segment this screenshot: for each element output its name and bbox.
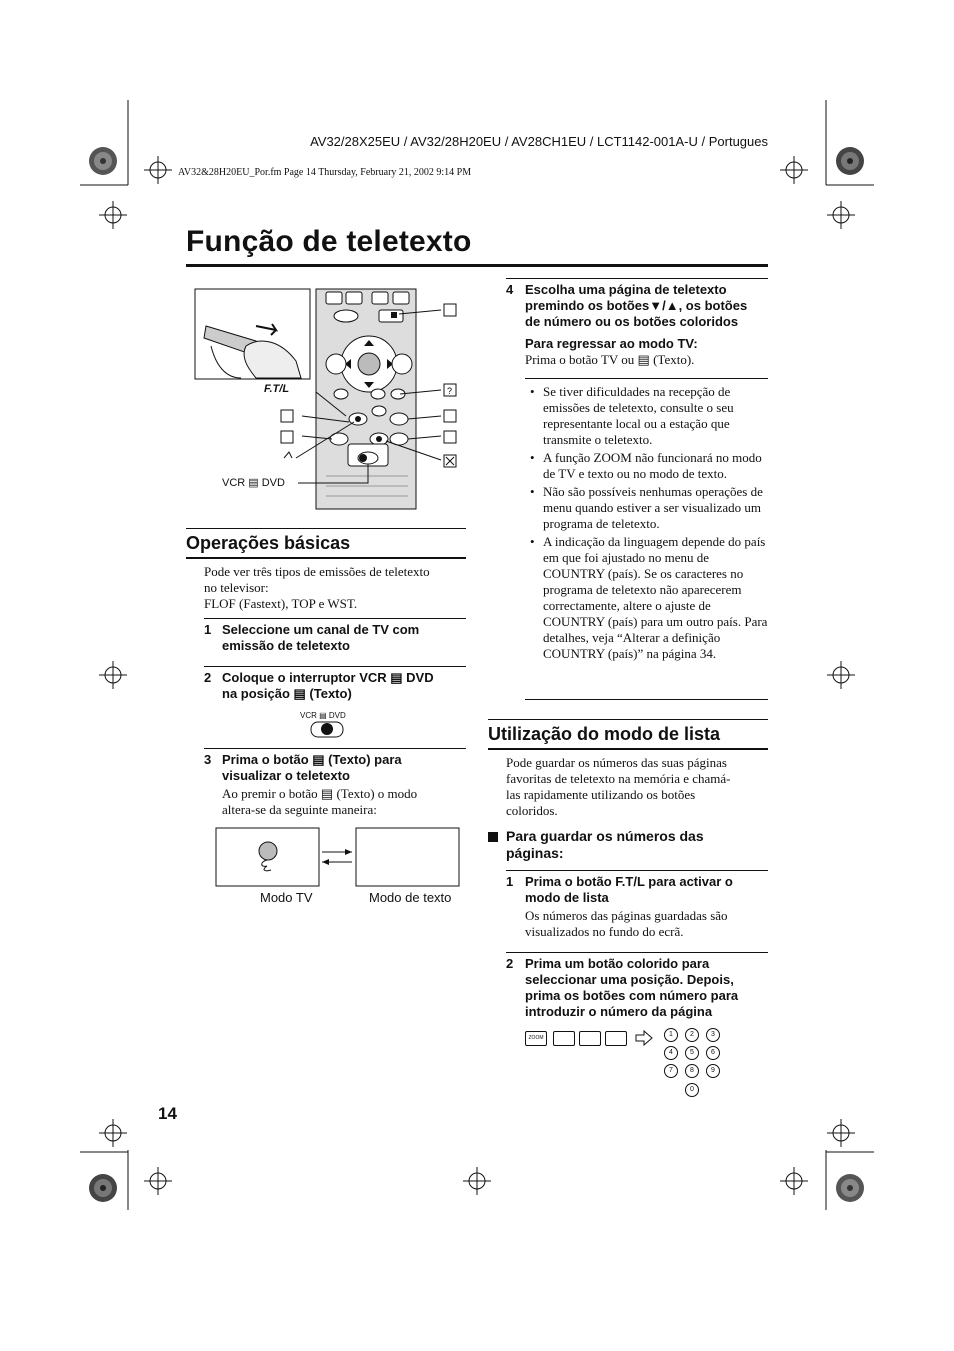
keypad-button: 2	[685, 1028, 699, 1042]
heading-line: páginas:	[506, 845, 564, 861]
return-tv-heading: Para regressar ao modo TV:	[525, 336, 698, 351]
step-line: na posição ▤ (Texto)	[222, 686, 352, 701]
step-line: visualizar o teletexto	[222, 768, 350, 783]
list-step-1-text	[525, 874, 768, 906]
note-item: • Não são possíveis nenhumas operações de menu quando estiver a ser visualizado um programa de teletexto.	[525, 484, 768, 532]
step-line: Coloque o interruptor VCR ▤ DVD	[222, 670, 434, 685]
section-divider	[488, 719, 768, 720]
step-number: 2	[506, 956, 514, 971]
step-number: 1	[506, 874, 514, 889]
body-line: altera-se da seguinte maneira:	[222, 802, 377, 817]
keypad-button: 3	[706, 1028, 720, 1042]
list-mode-heading: Utilização do modo de lista	[488, 724, 721, 744]
step-number: 1	[204, 622, 212, 637]
intro-line: Pode ver três tipos de emissões de teletexto	[204, 564, 430, 579]
step-divider	[204, 666, 466, 667]
step-1-text	[222, 622, 466, 654]
save-pages-heading	[506, 828, 704, 862]
file-info: AV32&28H20EU_Por.fm Page 14 Thursday, February 21, 2002 9:14 PM	[178, 167, 472, 178]
title-divider	[186, 264, 768, 267]
basic-intro	[204, 564, 466, 612]
model-line: AV32/28X25EU / AV32/28H20EU / AV28CH1EU / LCT1142-001A-U / Portugues	[310, 134, 768, 149]
vcr-dvd-switch-icon	[310, 721, 346, 739]
notes-divider	[525, 378, 768, 379]
step-divider	[506, 278, 768, 279]
step-line: prima os botões com número para	[525, 988, 739, 1003]
intro-line: Pode guardar os números das suas páginas	[506, 755, 727, 770]
heading-line: Para guardar os números das	[506, 828, 704, 844]
list-mode-intro	[506, 755, 768, 819]
body-line: Os números das páginas guardadas são	[525, 908, 728, 923]
keypad-button: 4	[664, 1046, 678, 1060]
return-tv-body: Prima o botão TV ou ▤ (Texto).	[525, 352, 695, 367]
note-item: • A função ZOOM não funcionará no modo de TV e texto ou no modo de texto.	[525, 450, 768, 482]
keypad-button: 9	[706, 1064, 720, 1078]
step-divider	[506, 870, 768, 871]
intro-line: coloridos.	[506, 803, 558, 818]
step-line: Seleccione um canal de TV com	[222, 622, 420, 637]
section-divider	[186, 557, 466, 559]
arrow-right-icon	[634, 1030, 654, 1046]
step-number: 3	[204, 752, 212, 767]
step-number: 4	[506, 282, 514, 297]
notes-list-container	[525, 384, 768, 664]
intro-line: favoritas de teletexto na memória e chamá-	[506, 771, 731, 786]
svg-text:?: ?	[447, 386, 453, 396]
step-divider	[204, 618, 466, 619]
color-button	[579, 1031, 601, 1046]
page-title: Função de teletexto	[186, 225, 472, 258]
step-3-text	[222, 752, 466, 784]
basic-heading: Operações básicas	[186, 533, 351, 553]
step-line: seleccionar uma posição. Depois,	[525, 972, 734, 987]
step-4-text	[525, 282, 768, 330]
vcr-dvd-label: VCR ▤ DVD	[222, 477, 285, 489]
list-step-1-body	[525, 908, 768, 940]
step-2-text	[222, 670, 466, 702]
remote-illustration	[186, 286, 466, 511]
step-number: 2	[204, 670, 212, 685]
intro-line: no televisor:	[204, 580, 269, 595]
step-line: Prima o botão ▤ (Texto) para	[222, 752, 402, 767]
step-line: Prima o botão F.T/L para activar o	[525, 874, 733, 889]
color-button	[605, 1031, 627, 1046]
step-line: premindo os botões▼/▲, os botões	[525, 298, 748, 313]
square-bullet-icon	[488, 832, 498, 842]
step-line: emissão de teletexto	[222, 638, 350, 653]
mode-tv-caption: Modo TV	[260, 890, 313, 905]
ftl-label: F.T/L	[264, 383, 290, 395]
keypad-button: 7	[664, 1064, 678, 1078]
step-line: de número ou os botões coloridos	[525, 314, 739, 329]
keypad-button: 5	[685, 1046, 699, 1060]
page-number: 14	[158, 1104, 177, 1123]
keypad-button: 0	[685, 1083, 699, 1097]
notes-list	[525, 384, 768, 662]
keypad-button: 8	[685, 1064, 699, 1078]
step-line: modo de lista	[525, 890, 609, 905]
mode-text-caption: Modo de texto	[369, 890, 452, 905]
body-line: Ao premir o botão ▤ (Texto) o modo	[222, 786, 418, 801]
color-button	[553, 1031, 575, 1046]
intro-line: FLOF (Fastext), TOP e WST.	[204, 596, 358, 611]
note-item: • A indicação da linguagem depende do país em que foi ajustado no menu de COUNTRY (país). Se os caracteres no programa de teletexto não aparecerem correctamente, altere o ajuste de COUNTRY (país) para um outro país. Para detalhes, veja “Alterar a definição COUNTRY (país)” na página 34.	[525, 534, 768, 662]
list-step-2-text	[525, 956, 768, 1020]
step-line: introduzir o número da página	[525, 1004, 713, 1019]
number-keypad	[664, 1028, 724, 1098]
section-divider	[186, 528, 466, 529]
notes-divider	[525, 699, 768, 700]
step-line: Escolha uma página de teletexto	[525, 282, 727, 297]
step-3-body	[222, 786, 466, 818]
zoom-button: ZOOM	[525, 1031, 547, 1046]
keypad-button: 1	[664, 1028, 678, 1042]
mode-diagram	[215, 826, 463, 890]
section-divider	[488, 748, 768, 750]
keypad-button: 6	[706, 1046, 720, 1060]
note-item: • Se tiver dificuldades na recepção de emissões de teletexto, consulte o seu representante local ou a estação que transmite o teletexto.	[525, 384, 768, 448]
step-line: Prima um botão colorido para	[525, 956, 710, 971]
switch-label: VCR ▤ DVD	[300, 711, 346, 720]
step-divider	[506, 952, 768, 953]
body-line: visualizados no fundo do ecrã.	[525, 924, 684, 939]
intro-line: las rapidamente utilizando os botões	[506, 787, 696, 802]
step-divider	[204, 748, 466, 749]
